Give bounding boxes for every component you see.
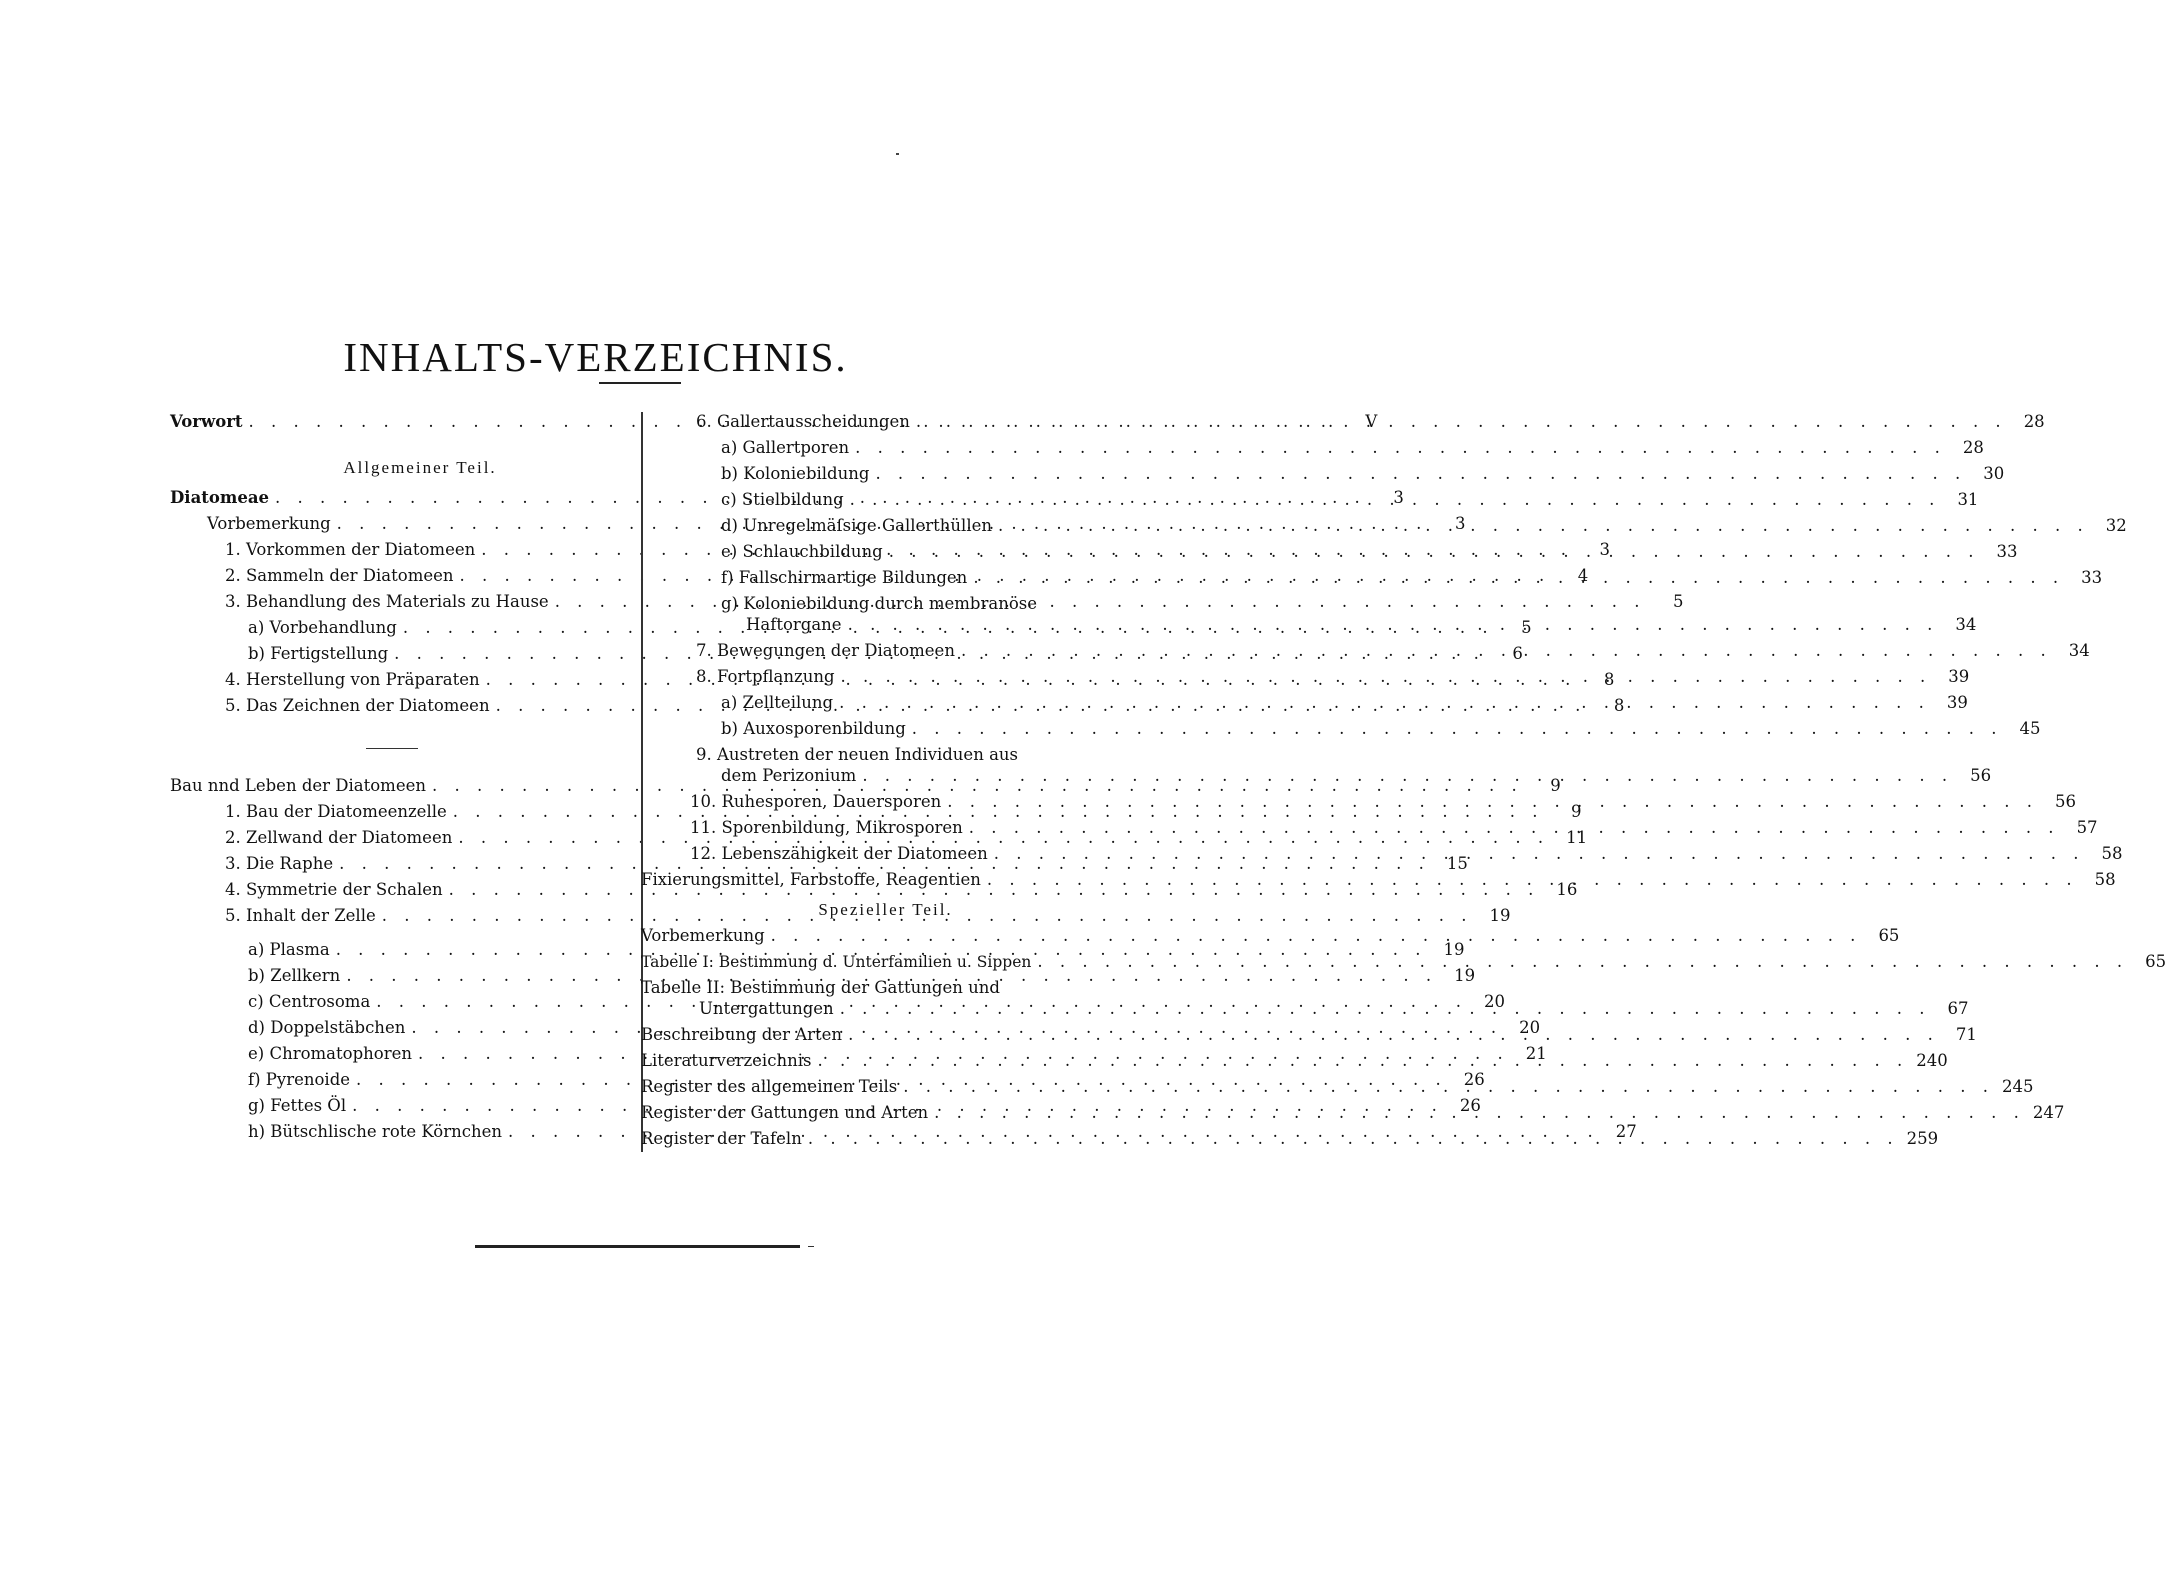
leader-dots (808, 1129, 1899, 1148)
entry-label: b) Fertigstellung (248, 644, 389, 663)
toc-entry-ruhesporen[interactable] (656, 792, 2077, 818)
entry-page: 245 (2002, 1077, 2034, 1096)
entry-page: 32 (2105, 516, 2127, 535)
toc-entry-zellteilung[interactable] (656, 693, 1968, 719)
entry-label: 5. Inhalt der Zelle (225, 906, 376, 925)
toc-entry-auxosporen[interactable] (656, 719, 2041, 745)
leader-dots (947, 792, 2038, 811)
entry-label: Tabelle I: Bestimmung d. Unterfamilien u. Sippen (641, 953, 1032, 971)
entry-page: 26 (1463, 1070, 1485, 1089)
entry-label: a) Zellteilung (721, 693, 834, 712)
entry-label: g) Fettes Öl (248, 1096, 347, 1115)
entry-label: 4. Symmetrie der Schalen (225, 880, 443, 899)
entry-page: 31 (1957, 490, 1979, 509)
entry-label-line2 (721, 615, 1977, 641)
entry-label: Vorbemerkung (207, 514, 331, 533)
entry-page: 20 (1484, 992, 1506, 1011)
toc-entry-schlauchbildung[interactable] (656, 542, 2018, 568)
entry-label: e) Schlauchbildung (721, 542, 883, 561)
entry-label: a) Vorbehandlung (248, 618, 397, 637)
entry-page: 56 (2055, 792, 2077, 811)
entry-label: 3. Die Raphe (225, 854, 334, 873)
entry-page: 19 (1443, 940, 1465, 959)
entry-page: 240 (1916, 1051, 1948, 1070)
entry-page: 28 (1962, 438, 1984, 457)
entry-label: 3. Behandlung des Materials zu Hause (225, 592, 549, 611)
leader-dots (969, 818, 2060, 837)
entry-label: a) Gallertporen (721, 438, 850, 457)
entry-label: Bau nnd Leben der Diatomeen (170, 776, 426, 795)
bottom-rule (475, 1245, 800, 1248)
entry-label: f) Fallschirmartige Bildungen (721, 568, 968, 587)
entry-page: 11 (1566, 828, 1588, 847)
leader-dots (903, 1077, 1994, 1096)
entry-page: 58 (2101, 844, 2123, 863)
entry-label: 2. Zellwand der Diatomeen (225, 828, 453, 847)
entry-page: 19 (1454, 966, 1476, 985)
entry-label-line1: 9. Austreten der neuen Individuen aus (696, 745, 1018, 764)
entry-page: 3 (1393, 488, 1404, 507)
bottom-rule-tick (808, 1246, 814, 1247)
entry-page: 58 (2094, 870, 2116, 889)
entry-page: 3 (1454, 514, 1466, 533)
toc-entry-austreten[interactable] (656, 745, 1992, 792)
entry-page: 9 (1571, 802, 1582, 821)
entry-label: 1. Bau der Diatomeenzelle (225, 802, 447, 821)
entry-page: 45 (2019, 719, 2041, 738)
entry-page: 26 (1459, 1096, 1481, 1115)
toc-entry-fortpflanzung[interactable] (656, 667, 1970, 693)
entry-label: h) Bütschlische rote Körnchen (248, 1122, 502, 1141)
entry-label-line1: g) Koloniebildung durch membranöse (721, 594, 1038, 613)
entry-page: 9 (1550, 776, 1561, 795)
entry-label: Beschreibung der Arten (641, 1025, 843, 1044)
entry-label: Vorbemerkung (641, 926, 765, 945)
entry-page: 8 (1603, 670, 1615, 689)
section-heading-allgemeiner: Allgemeiner Teil. (343, 458, 497, 477)
entry-label: 10. Ruhesporen, Dauersporen (690, 792, 942, 811)
entry-label: b) Auxosporenbildung (721, 719, 906, 738)
toc-entry-gallertporen[interactable] (656, 438, 1984, 464)
leader-dots (841, 667, 1932, 686)
entry-label: f) Pyrenoide (248, 1070, 351, 1089)
entry-label: 6. Gallertausscheidungen (696, 412, 910, 431)
entry-label: dem Perizonium (721, 766, 857, 785)
entry-label: 4. Herstellung von Präparaten (225, 670, 480, 689)
entry-page: 8 (1613, 696, 1625, 715)
stray-mark (896, 153, 899, 155)
leader-dots (840, 999, 1931, 1018)
leader-dots (889, 542, 1980, 561)
leader-dots (987, 870, 2078, 889)
entry-page: V (1365, 412, 1378, 431)
entry-page: 27 (1615, 1122, 1637, 1141)
entry-label-line2 (696, 766, 1992, 792)
entry-page: 16 (1556, 880, 1578, 899)
leader-dots (855, 438, 1946, 457)
entry-page: 5 (1521, 618, 1532, 637)
leader-dots (771, 926, 1862, 945)
entry-label: d) Doppelstäbchen (248, 1018, 406, 1037)
entry-page: 33 (2081, 568, 2103, 587)
entry-label: a) Plasma (248, 940, 330, 959)
entry-page: 247 (2032, 1103, 2065, 1122)
toc-entry-sporenbildung[interactable] (656, 818, 2098, 844)
entry-label: 7. Bewegungen der Diatomeen (696, 641, 955, 660)
leader-dots (817, 1051, 1908, 1070)
leader-dots (850, 490, 1941, 509)
entry-page: 34 (2068, 641, 2090, 660)
entry-label: Haftorgane (746, 615, 842, 634)
leader-dots (848, 1025, 1939, 1044)
entry-page: 20 (1519, 1018, 1541, 1037)
toc-entry-kolonie-membran[interactable] (656, 594, 1977, 641)
entry-page: 19 (1489, 906, 1511, 925)
entry-label: Untergattungen (699, 999, 834, 1018)
toc-entry-stielbildung[interactable] (656, 490, 1979, 516)
entry-label: 11. Sporenbildung, Mikrosporen (690, 818, 963, 837)
entry-page: 39 (1948, 667, 1970, 686)
section-heading-spezieller: Spezieller Teil. (818, 900, 953, 919)
entry-label: c) Stielbildung (721, 490, 844, 509)
leader-dots (839, 693, 1930, 712)
leader-dots (994, 844, 2085, 863)
entry-label: Register der Tafeln (641, 1129, 802, 1148)
entry-page: 21 (1525, 1044, 1547, 1063)
section-divider-rule (366, 748, 418, 749)
entry-page: 65 (1878, 926, 1900, 945)
entry-page: 65 (2145, 952, 2166, 971)
entry-label: 2. Sammeln der Diatomeen (225, 566, 454, 585)
entry-label: Fixierungsmittel, Farbstoffe, Reagentien (641, 870, 981, 889)
entry-page: 71 (1955, 1025, 1977, 1044)
entry-page: 259 (1906, 1129, 1939, 1148)
entry-label: b) Koloniebildung (721, 464, 870, 483)
entry-page: 3 (1599, 540, 1611, 559)
entry-page: 15 (1446, 854, 1468, 873)
toc-entry-koloniebildung[interactable] (656, 464, 2005, 490)
entry-page: 39 (1946, 693, 1968, 712)
toc-entry-bewegungen[interactable] (656, 641, 2090, 667)
entry-page: 56 (1970, 766, 1992, 785)
leader-dots (912, 719, 2003, 738)
entry-label: e) Chromatophoren (248, 1044, 412, 1063)
title-rule (599, 382, 681, 384)
leader-dots (973, 568, 2064, 587)
entry-label-line1: Tabelle II: Bestimmung der Gattungen und (641, 978, 1000, 997)
entry-label: c) Centrosoma (248, 992, 371, 1011)
toc-entry-symmetrie[interactable] (170, 880, 1578, 906)
entry-page: 30 (1983, 464, 2005, 483)
entry-label: Vorwort (170, 412, 243, 431)
entry-label: b) Zellkern (248, 966, 341, 985)
entry-label: 12. Lebenszähigkeit der Diatomeen (690, 844, 988, 863)
entry-page: 6 (1512, 644, 1523, 663)
entry-page: 4 (1577, 566, 1589, 585)
toc-entry-gallertausscheidungen[interactable] (656, 412, 2045, 438)
leader-dots (961, 641, 2052, 660)
entry-page: 28 (2023, 412, 2045, 431)
leader-dots (916, 412, 2007, 431)
entry-label: Diatomeae (170, 488, 270, 507)
entry-page: 67 (1947, 999, 1969, 1018)
leader-dots (848, 615, 1939, 634)
entry-page: 5 (1672, 592, 1684, 611)
leader-dots (998, 516, 2089, 535)
page-title: INHALTS-VERZEICHNIS. (343, 334, 848, 381)
entry-label: Register des allgemeinen Teils (641, 1077, 898, 1096)
entry-label: 1. Vorkommen der Diatomeen (225, 540, 476, 559)
toc-entry-unregelmaessige[interactable] (656, 516, 2127, 542)
toc-entry-fallschirm[interactable] (656, 568, 2103, 594)
entry-label: d) Unregelmäſsige Gallerthüllen (721, 516, 992, 535)
entry-page: 33 (1996, 542, 2018, 561)
entry-page: 34 (1955, 615, 1977, 634)
entry-label: 8. Fortpflanzung (696, 667, 835, 686)
entry-label: 5. Das Zeichnen der Diatomeen (225, 696, 490, 715)
leader-dots (862, 766, 1953, 785)
entry-page: 57 (2076, 818, 2098, 837)
leader-dots (1037, 952, 2128, 971)
entry-label: Register der Gattungen und Arten (641, 1103, 929, 1122)
leader-dots (934, 1103, 2025, 1122)
leader-dots (875, 464, 1966, 483)
entry-label: Literaturverzeichnis (641, 1051, 812, 1070)
